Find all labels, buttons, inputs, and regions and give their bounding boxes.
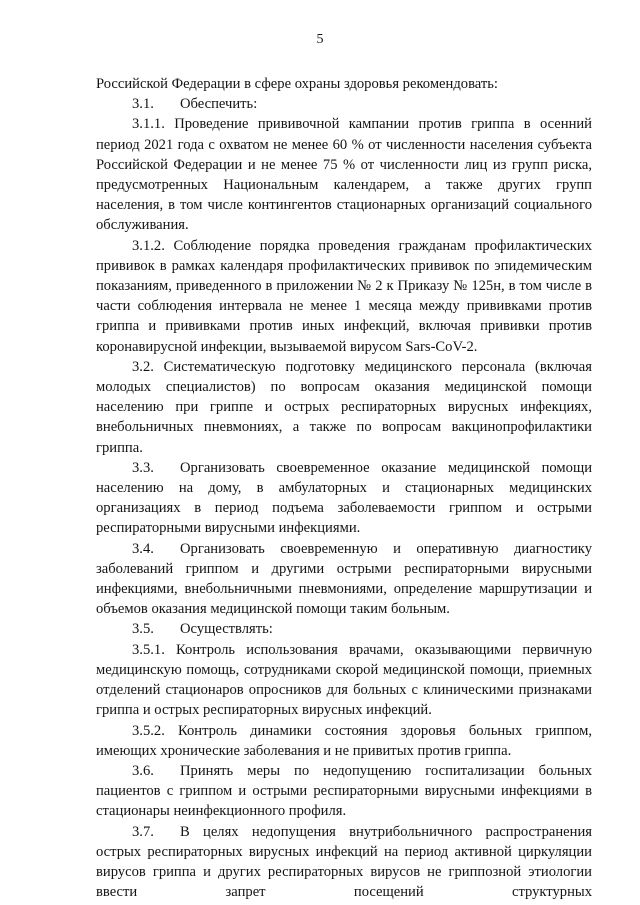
paragraph-3-7 xyxy=(96,822,592,903)
paragraph-number: 3.5. xyxy=(132,621,154,638)
paragraph-text: Обеспечить: xyxy=(180,96,258,113)
paragraph-3-2: 3.2. Систематическую подготовку медицинского персонала (включая молодых специалистов) по вопросам оказания медицинской помощи населению при гриппе и острых респираторных вирусных инфекциях, внебольничных пневмониях, а также по вопросам вакцинопрофилактики гриппа. xyxy=(96,358,592,456)
paragraph-3-5-1: 3.5.1. Контроль использования врачами, оказывающими первичную медицинскую помощь, сотрудниками скорой медицинской помощи, приемных отделений стационаров опросников для больных с клиническими признаками гриппа и острых респираторных вирусных инфекций. xyxy=(96,641,592,719)
paragraph-3-1-1: 3.1.1. Проведение прививочной кампании против гриппа в осенний период 2021 года с охватом не менее 60 % от численности населения субъекта Российской Федерации и не менее 75 % от численности лиц из групп риска, предусмотренных Национальным календарем, а также других групп населения, в том числе контингентов стационарных организаций социального обслуживания. xyxy=(96,116,592,234)
paragraph-text: Организовать своевременное оказание медицинской помощи населению на дому, в амбулаторных и стационарных медицинских организациях в период подъема заболеваемости гриппом и острыми респираторными вирусными инфекциями. xyxy=(96,459,592,537)
paragraph-3-6 xyxy=(96,761,592,822)
paragraph-3-4 xyxy=(96,539,592,620)
page-number: 5 xyxy=(316,32,324,47)
paragraph-intro-continuation: Российской Федерации в сфере охраны здоровья рекомендовать: xyxy=(96,76,498,92)
document-body xyxy=(96,74,592,902)
paragraph-number: 3.1. xyxy=(132,96,154,113)
paragraph-text: В целях недопущения внутрибольничного распространения острых респираторных вирусных инфекций на период активной циркуляции вирусов гриппа и других респираторных вирусов не гриппозной этиологии ввести запрет посещений структурных xyxy=(96,823,592,901)
paragraph-3-5 xyxy=(96,619,592,639)
paragraph-text: Осуществлять: xyxy=(180,621,273,638)
paragraph-3-1-2: 3.1.2. Соблюдение порядка проведения гражданам профилактических прививок в рамках календаря профилактических прививок по эпидемическим показаниям, приведенного в приложении № 2 к Приказу № 125н, в том числе в части соблюдения интервала не менее 1 месяца между прививками против гриппа и прививками против иных инфекций, включая прививки против коронавирусной инфекции, вызываемой вирусом Sars-CoV-2. xyxy=(96,237,592,355)
paragraph-text: Принять меры по недопущению госпитализации больных пациентов с гриппом и острыми респираторными вирусными инфекциями в стационары неинфекционного профиля. xyxy=(96,762,592,820)
paragraph-text: Организовать своевременную и оперативную диагностику заболеваний гриппом и другими острыми респираторными вирусными инфекциями, внебольничными пневмониями, определение маршрутизации и объемов оказания медицинской помощи таким больным. xyxy=(96,540,592,618)
paragraph-number: 3.4. xyxy=(132,540,154,557)
paragraph-number: 3.7. xyxy=(132,823,154,840)
paragraph-3-1 xyxy=(96,94,592,114)
paragraph-3-5-2: 3.5.2. Контроль динамики состояния здоровья больных гриппом, имеющих хронические заболевания и не привитых против гриппа. xyxy=(96,722,592,759)
paragraph-3-3 xyxy=(96,458,592,539)
paragraph-number: 3.6. xyxy=(132,762,154,779)
paragraph-number: 3.3. xyxy=(132,459,154,476)
